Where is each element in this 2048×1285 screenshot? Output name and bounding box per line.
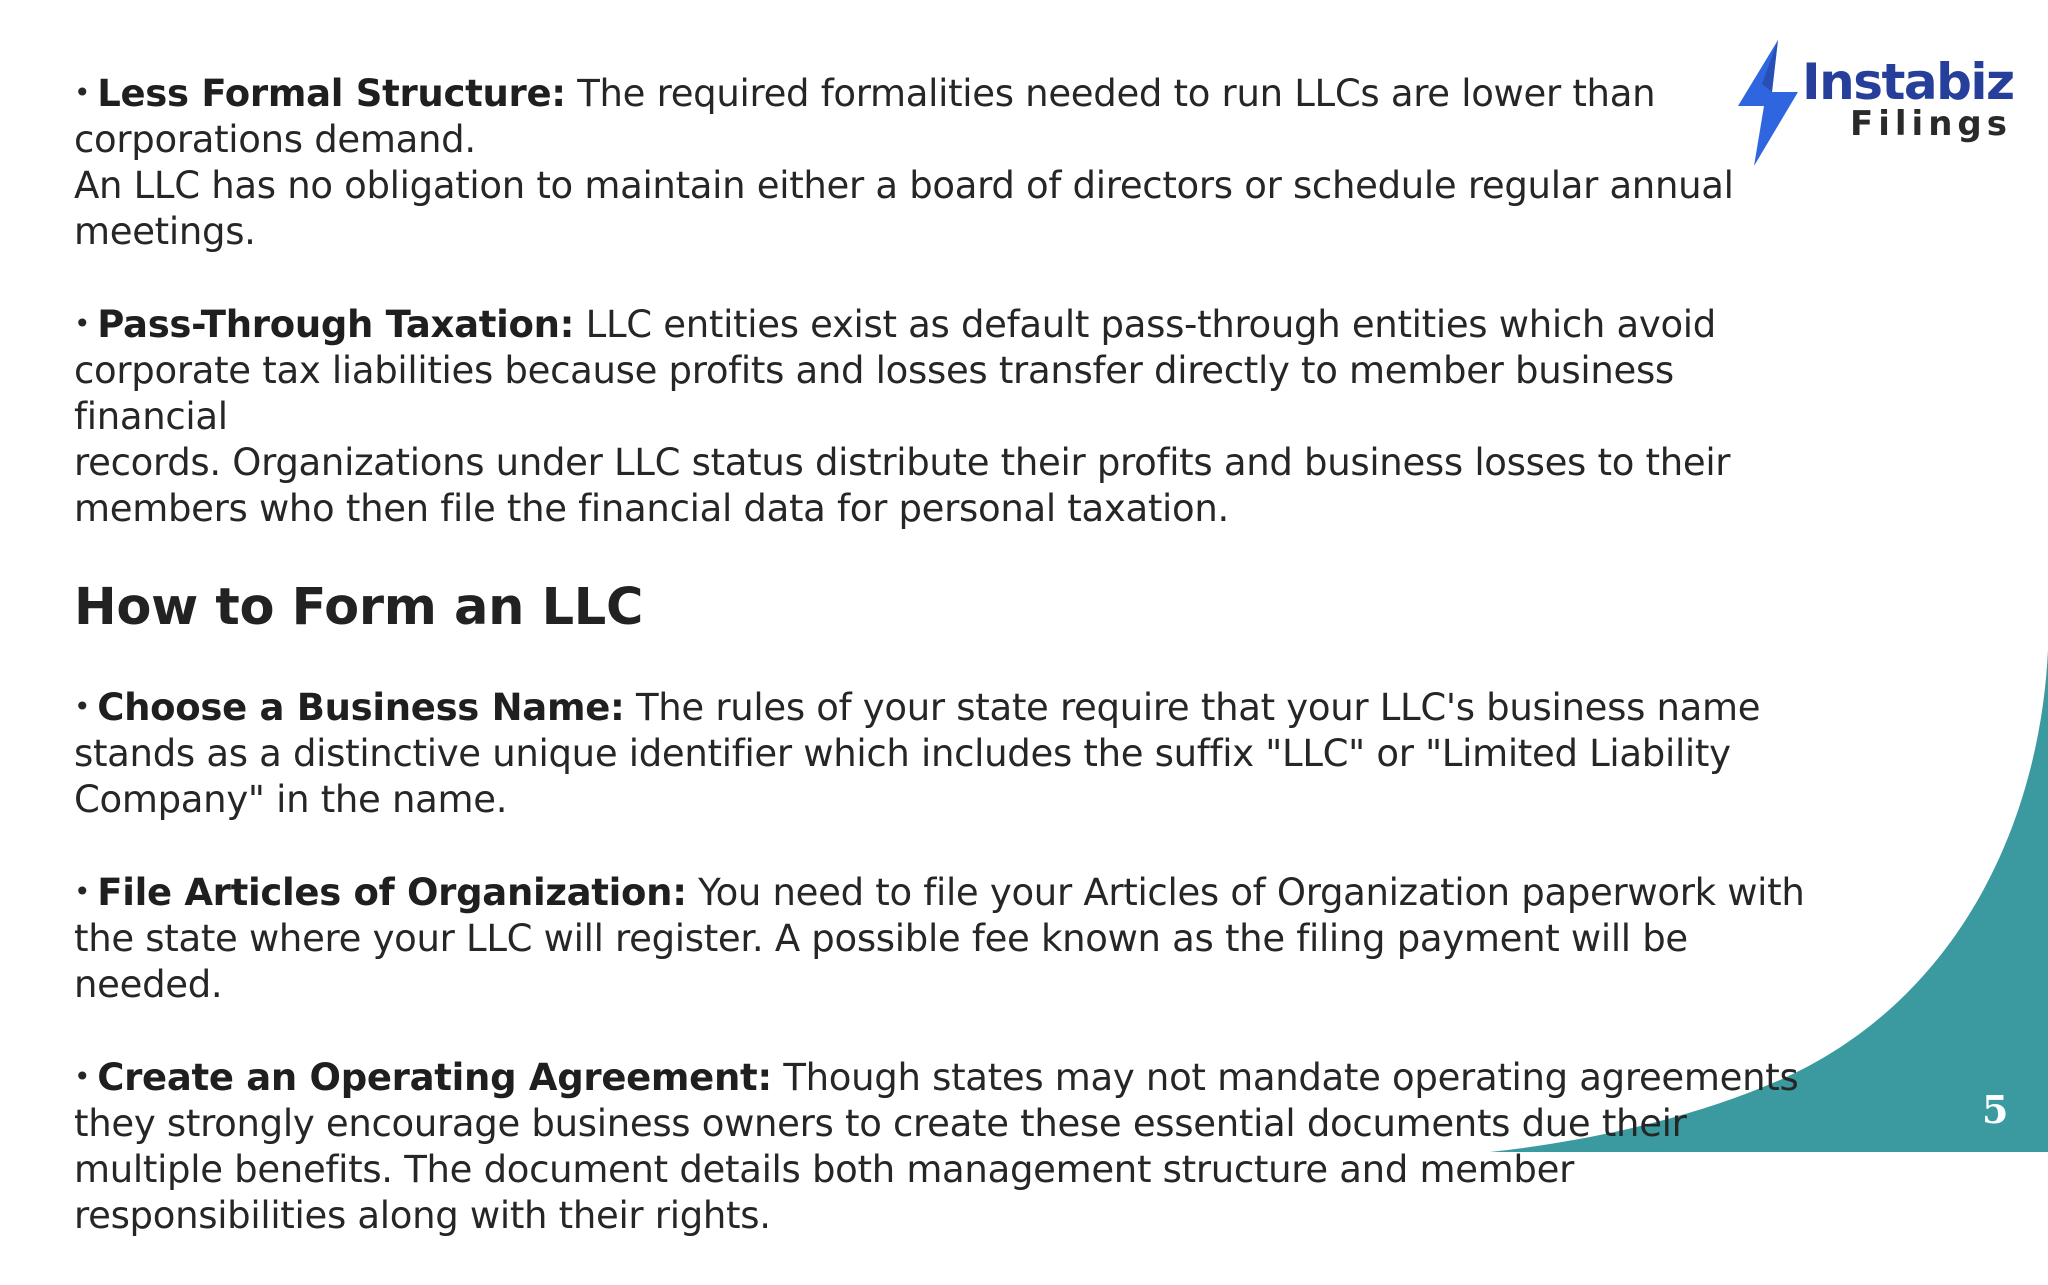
paragraph-line: the state where your LLC will register. A possible fee known as the filing payment will be needed. — [74, 917, 1688, 1006]
bullet-text: The rules of your state require that your LLC's business name — [624, 686, 1761, 729]
bullet-choose-business-name — [74, 684, 1834, 823]
paragraph-line — [74, 1054, 1834, 1101]
paragraph-line: corporations demand. — [74, 118, 476, 161]
bullet-title: File Articles of Organization: — [97, 871, 687, 914]
bullet-pass-through-taxation — [74, 301, 1834, 532]
page-number: 5 — [1982, 1087, 2009, 1132]
bullet-icon: • — [74, 875, 91, 908]
bullet-icon: • — [74, 76, 91, 109]
paragraph-line: multiple benefits. The document details both management structure and member — [74, 1148, 1574, 1191]
paragraph-line: Company" in the name. — [74, 778, 508, 821]
paragraph-line: corporate tax liabilities because profits and losses transfer directly to member business financial — [74, 349, 1674, 438]
paragraph-line: records. Organizations under LLC status distribute their profits and business losses to their — [74, 441, 1731, 484]
bullet-icon: • — [74, 307, 91, 340]
logo-subtitle: Filings — [1850, 104, 2012, 144]
bullet-operating-agreement — [74, 1054, 1834, 1239]
paragraph-line: An LLC has no obligation to maintain either a board of directors or schedule regular annual — [74, 164, 1734, 207]
bullet-text: You need to file your Articles of Organization paperwork with — [686, 871, 1805, 914]
paragraph-line: members who then file the financial data for personal taxation. — [74, 487, 1229, 530]
paragraph-line: stands as a distinctive unique identifier which includes the suffix "LLC" or "Limited Liability — [74, 732, 1731, 775]
bullet-text: LLC entities exist as default pass-through entities which avoid — [574, 303, 1716, 346]
paragraph-line — [74, 301, 1834, 348]
bullet-less-formal-structure — [74, 70, 1834, 255]
paragraph-line — [74, 684, 1834, 731]
slide-content — [74, 70, 1834, 1285]
bullet-text: Though states may not mandate operating agreements — [771, 1056, 1799, 1099]
logo-name: Instabiz — [1802, 53, 2014, 111]
paragraph-line — [74, 869, 1834, 916]
bullet-title: Choose a Business Name: — [97, 686, 625, 729]
bullet-icon: • — [74, 690, 91, 723]
paragraph-line: responsibilities along with their rights. — [74, 1194, 771, 1237]
bullet-title: Less Formal Structure: — [97, 72, 566, 115]
paragraph-line: meetings. — [74, 210, 256, 253]
section-heading: How to Form an LLC — [74, 578, 644, 637]
bullet-title: Pass-Through Taxation: — [97, 303, 575, 346]
bullet-icon: • — [74, 1060, 91, 1093]
paragraph-line — [74, 70, 1834, 117]
paragraph-line: they strongly encourage business owners to create these essential documents due their — [74, 1102, 1687, 1145]
bullet-text: The required formalities needed to run LLCs are lower than — [565, 72, 1656, 115]
bullet-title: Create an Operating Agreement: — [97, 1056, 772, 1099]
bullet-file-articles — [74, 869, 1834, 1008]
